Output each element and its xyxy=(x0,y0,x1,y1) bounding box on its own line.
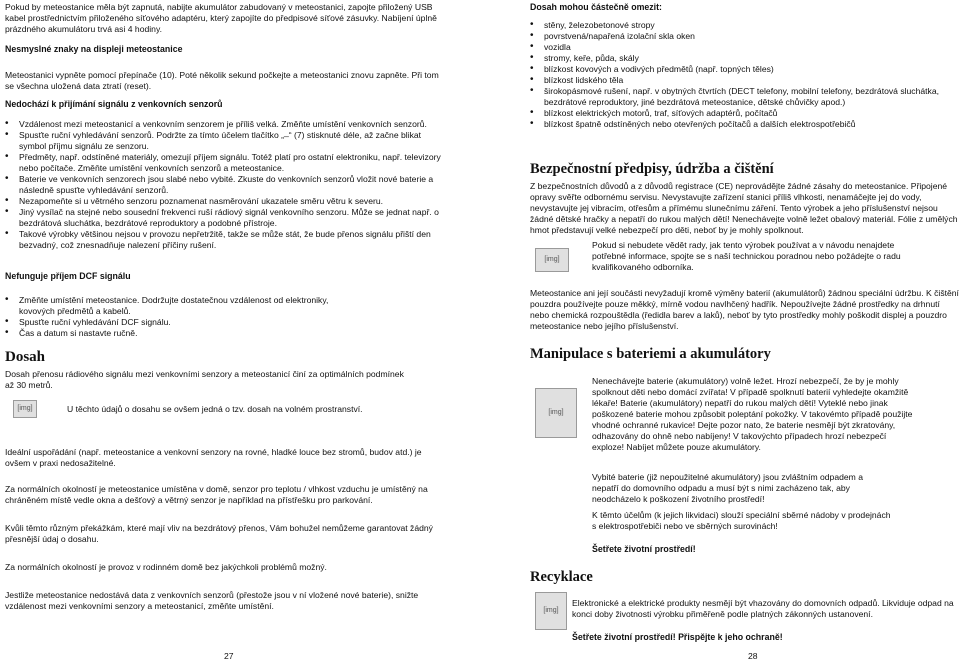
list-item: • Jiný vysílač na stejné nebo sousední frekvenci ruší rádiový signál venkovního senzoru. Může se jednat např. o bezdrátová sluchátka, bezdrátové reproduktory a podobné přístroje. xyxy=(5,207,443,229)
intro-paragraph: Pokud by meteostanice měla být zapnutá, nabijte akumulátor zabudovaný v meteostanici, zapojte přiložený USB kabel prostřednictvím přiloženého síťového adaptéru, který zapojíte do předpisové síťové zásuvky. Nabíjení úplně prázdného akumulátoru trvá asi 4 hodiny. xyxy=(5,2,437,34)
list-item: • blízkost elektrických motorů, traf, síťových adaptérů, počítačů xyxy=(530,108,956,119)
pointing-hand-icon: [img] xyxy=(535,248,569,272)
range-paragraph-1: Dosah přenosu rádiového signálu mezi venkovními senzory a meteostanicí činí za optimálních podmínek až 30 metrů. xyxy=(5,369,404,390)
list-item: • Nezapomeňte si u větrného senzoru poznamenat nasměrování ukazatele směru větru k severu. xyxy=(5,196,443,207)
heading-no-signal: Nedochází k přijímání signálu z venkovních senzorů xyxy=(5,99,223,109)
range-paragraph-6: Jestliže meteostanice nedostává data z venkovních senzorů (přestože jsou v ní vložené nové baterie), snižte vzdálenost mezi venkovními senzory a meteostanicí, změňte umístění. xyxy=(5,590,419,611)
list-item: • Čas a datum si nastavte ručně. xyxy=(5,328,345,339)
list-item: • blízkost lidského těla xyxy=(530,75,956,86)
dcf-list xyxy=(5,295,345,339)
list-item: • širokopásmové rušení, např. v obytných čtvrtích (DECT telefony, mobilní telefony, bezdrátová sluchátka, bezdrátové reproduktory, jiné bezdrátová meteostanice, dětské chůvičky apod.) xyxy=(530,86,956,108)
heading-safety: Bezpečnostní předpisy, údržba a čištění xyxy=(530,161,774,177)
list-item: • blízkost špatně odstíněných nebo otevřených počítačů a dalších elektrospotřebičů xyxy=(530,119,956,130)
safety-paragraph: Z bezpečnostních důvodů a z důvodů registrace (CE) neprovádějte žádné zásahy do meteostanice. Připojené opravy svěřte odbornému servisu. Nevystavujte zařízení stanici příliš vlhkosti, nenamáčejte jej do vody, nevystavujte jej vibracím, otřesům a přímému slunečnímu záření. Tento výrobek a jeho příslušenství nejsou žádné dětské hračky a nepatří do rukou malých dětí! Nenechávejte volně ležet obalový materiál. Fólie z umělých hmot představují velké nebezpečí pro děti, neboť by je mohly spolknout. xyxy=(530,181,958,235)
recycling-save-environment: Šetřete životní prostředí! Přispějte k jeho ochraně! xyxy=(572,632,783,642)
range-paragraph-4: Kvůli těmto různým překážkám, které mají vliv na bezdrátový přenos, Vám bohužel nemůžeme garantovat žádný přesnější údaj o dosahu. xyxy=(5,523,433,544)
recycling-paragraph: Elektronické a elektrické produkty nesmějí být vhazovány do domovních odpadů. Likviduje odpad na konci doby životnosti výrobku přiměřeně podle platných zákonných ustanovení. xyxy=(572,598,954,619)
list-item: • vozidla xyxy=(530,42,956,53)
maintenance-paragraph: Meteostanice ani její součásti nevyžadují kromě výměny baterií (akumulátorů) žádnou speciální údržbu. K čištění pouzdra používejte pouze měkký, mírně vodou navlhčený hadřík. Nepoužívejte žádné prostředky na drhnutí nebo chemická rozpouštědla (ředidla barev a laků), neboť by tyto prostředky mohly poškodit displej a pouzdro meteostanice nebo jejího příslušenství. xyxy=(530,288,959,331)
heading-batteries: Manipulace s bateriemi a akumulátory xyxy=(530,346,771,362)
list-item: • Spusťte ruční vyhledávání DCF signálu. xyxy=(5,317,345,328)
no-battery-disposal-icon: [img] xyxy=(535,388,577,438)
heading-range-limits: Dosah mohou částečně omezit: xyxy=(530,2,662,12)
heading-nonsense-chars: Nesmyslné znaky na displeji meteostanice xyxy=(5,44,183,54)
heading-dcf: Nefunguje příjem DCF signálu xyxy=(5,271,131,281)
list-item: • Předměty, např. odstíněné materiály, omezují příjem signálu. Totéž platí pro ostatní elektroniku, např. televizory nebo počítače. Změňte umístění venkovních senzorů a meteostanice. xyxy=(5,152,443,174)
battery-warning: Nenechávejte baterie (akumulátory) volně ležet. Hrozí nebezpečí, že by je mohly spolknout děti nebo domácí zvířata! V případě spolknutí baterií vyhledejte okamžitě lékaře! Baterie (akumulátory) nepatří do rukou malých dětí! Vyteklé nebo jinak poškozené baterie mohou způsobit poleptání pokožky. V takovémto případě použijte vhodné ochranné rukavice! Dejte pozor nato, že baterie nesmějí být zkratovány, odhazovány do ohně nebo nabíjeny! V takovýchto případech hrozí nebezpečí exploze! Nabíjet můžete pouze akumulátory. xyxy=(592,376,913,452)
battery-save-environment: Šetřete životní prostředí! xyxy=(592,544,696,554)
range-note: U těchto údajů o dosahu se ovšem jedná o tzv. dosah na volném prostranství. xyxy=(67,404,363,414)
nonsense-paragraph: Meteostanici vypněte pomocí přepínače (10). Poté několik sekund počkejte a meteostanici znovu zapněte. Při tom se všechna uložená data ztratí (reset). xyxy=(5,70,439,91)
crossed-out-bin-icon: [img] xyxy=(535,592,567,630)
page-number-right: 28 xyxy=(748,651,758,661)
range-paragraph-2: Ideální uspořádání (např. meteostanice a venkovní senzory na rovné, hladké louce bez stromů, budov atd.) je ovšem v praxi nedosažitelné. xyxy=(5,447,422,468)
page-number-left: 27 xyxy=(224,651,234,661)
range-limits-list xyxy=(530,20,956,130)
battery-disposal-2: K těmto účelům (k jejich likvidaci) slouží speciální sběrné nádoby v prodejnách s elektrospotřebiči nebo ve sběrných surovinách! xyxy=(592,510,891,531)
list-item: • povrstvená/napařená izolační skla oken xyxy=(530,31,956,42)
heading-recycling: Recyklace xyxy=(530,569,593,585)
range-paragraph-5: Za normálních okolností je provoz v rodinném domě bez jakýchkoli problémů možný. xyxy=(5,562,327,572)
no-signal-list xyxy=(5,119,443,251)
list-item: • Vzdálenost mezi meteostanicí a venkovním senzorem je příliš velká. Změňte umístění venkovních senzorů. xyxy=(5,119,443,130)
list-item: • stěny, železobetonové stropy xyxy=(530,20,956,31)
heading-range: Dosah xyxy=(5,349,46,365)
battery-disposal-1: Vybité baterie (již nepoužitelné akumulátory) jsou zvláštním odpadem a nepatří do domovního odpadu a musí být s nimi zacházeno tak, aby neodcházelo k poškození životního prostředí! xyxy=(592,472,864,504)
range-paragraph-3: Za normálních okolností je meteostanice umístěna v domě, senzor pro teplotu / vlhkost vzduchu je umístěný na chráněném místě vedle okna a dešťový a větrný senzor je například na přístřešku pro parkování. xyxy=(5,484,428,505)
list-item: • Spusťte ruční vyhledávání senzorů. Podržte za tímto účelem tlačítko „ ̶ “ (7) stisknuté déle, až začne blikat symbol příjmu signálu ze senzoru. xyxy=(5,130,443,152)
list-item: • Změňte umístění meteostanice. Dodržujte dostatečnou vzdálenost od elektroniky, kovových předmětů a kabelů. xyxy=(5,295,345,317)
pointing-hand-icon: [img] xyxy=(13,400,37,418)
list-item: • blízkost kovových a vodivých předmětů (např. topných těles) xyxy=(530,64,956,75)
list-item: • Takové výrobky většinou nejsou v provozu nepřetržitě, takže se může stát, že bude přenos signálu přiští den bezvadný, což znesnadňuje nalezení příčiny rušení. xyxy=(5,229,443,251)
expert-note: Pokud si nebudete vědět rady, jak tento výrobek používat a v návodu nenajdete potřebné informace, spojte se s naší technickou poradnou nebo požádejte o radu kvalifikovaného odborníka. xyxy=(592,240,901,272)
list-item: • Baterie ve venkovních senzorech jsou slabé nebo vybité. Zkuste do venkovních senzorů vložit nové baterie a následně spusťte vyhledávání senzorů. xyxy=(5,174,443,196)
list-item: • stromy, keře, půda, skály xyxy=(530,53,956,64)
